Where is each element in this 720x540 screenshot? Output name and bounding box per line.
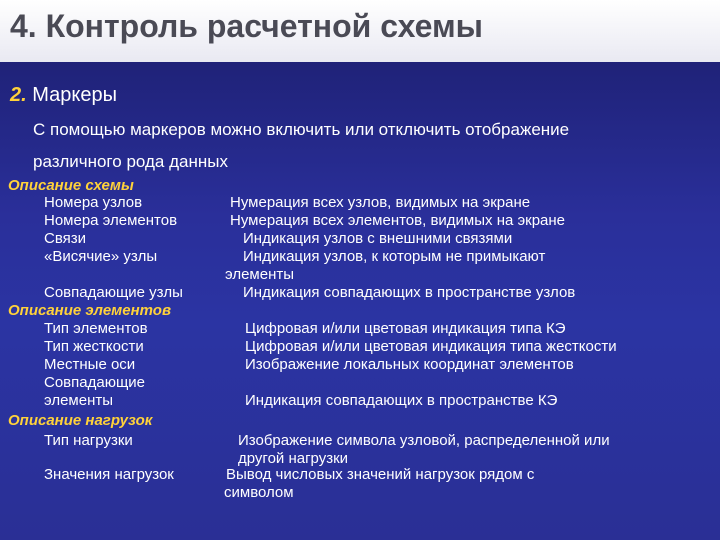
list-item: Тип жесткости (44, 338, 144, 355)
list-item: Тип элементов (44, 320, 148, 337)
list-item: Тип нагрузки (44, 432, 133, 449)
item-description: Изображение локальных координат элементов (245, 356, 574, 373)
slide-title: 4. Контроль расчетной схемы (10, 8, 483, 44)
list-item: Совпадающие (44, 374, 146, 391)
item-description: Индикация узлов с внешними связями (243, 230, 513, 247)
item-description: Нумерация всех элементов, видимых на экране (230, 212, 566, 229)
intro-line-2: различного рода данных (33, 152, 228, 171)
item-description: Изображение символа узловой, распределенной или (238, 432, 610, 449)
section-heading-elements: Описание элементов (8, 302, 172, 319)
list-item: Местные оси (44, 356, 136, 373)
item-description: Индикация узлов, к которым не примыкают (243, 248, 546, 265)
list-item: Совпадающие узлы (44, 284, 183, 301)
item-description-cont: другой нагрузки (238, 450, 349, 467)
item-description: Нумерация всех узлов, видимых на экране (230, 194, 531, 211)
subsection-number: 2. (10, 84, 27, 106)
list-item-cont: элементы (44, 392, 114, 409)
subsection-heading (10, 84, 117, 107)
section-heading-scheme: Описание схемы (8, 177, 134, 194)
list-item: Значения нагрузок (44, 466, 174, 483)
item-description: Вывод числовых значений нагрузок рядом с (226, 466, 535, 483)
item-description: Цифровая и/или цветовая индикация типа КЭ (245, 320, 566, 337)
list-item: Связи (44, 230, 87, 247)
section-heading-loads: Описание нагрузок (8, 412, 153, 429)
list-item: Номера элементов (44, 212, 178, 229)
list-item: Номера узлов (44, 194, 143, 211)
item-description-cont: элементы (225, 266, 295, 283)
item-description: Индикация совпадающих в пространстве узлов (243, 284, 576, 301)
item-description-cont: символом (224, 484, 294, 501)
item-description: Индикация совпадающих в пространстве КЭ (245, 392, 558, 409)
list-item: «Висячие» узлы (44, 248, 158, 265)
intro-line-1: С помощью маркеров можно включить или отключить отображение (33, 120, 570, 139)
item-description: Цифровая и/или цветовая индикация типа жесткости (245, 338, 617, 355)
subsection-label: Маркеры (32, 84, 117, 106)
title-band (0, 0, 720, 62)
